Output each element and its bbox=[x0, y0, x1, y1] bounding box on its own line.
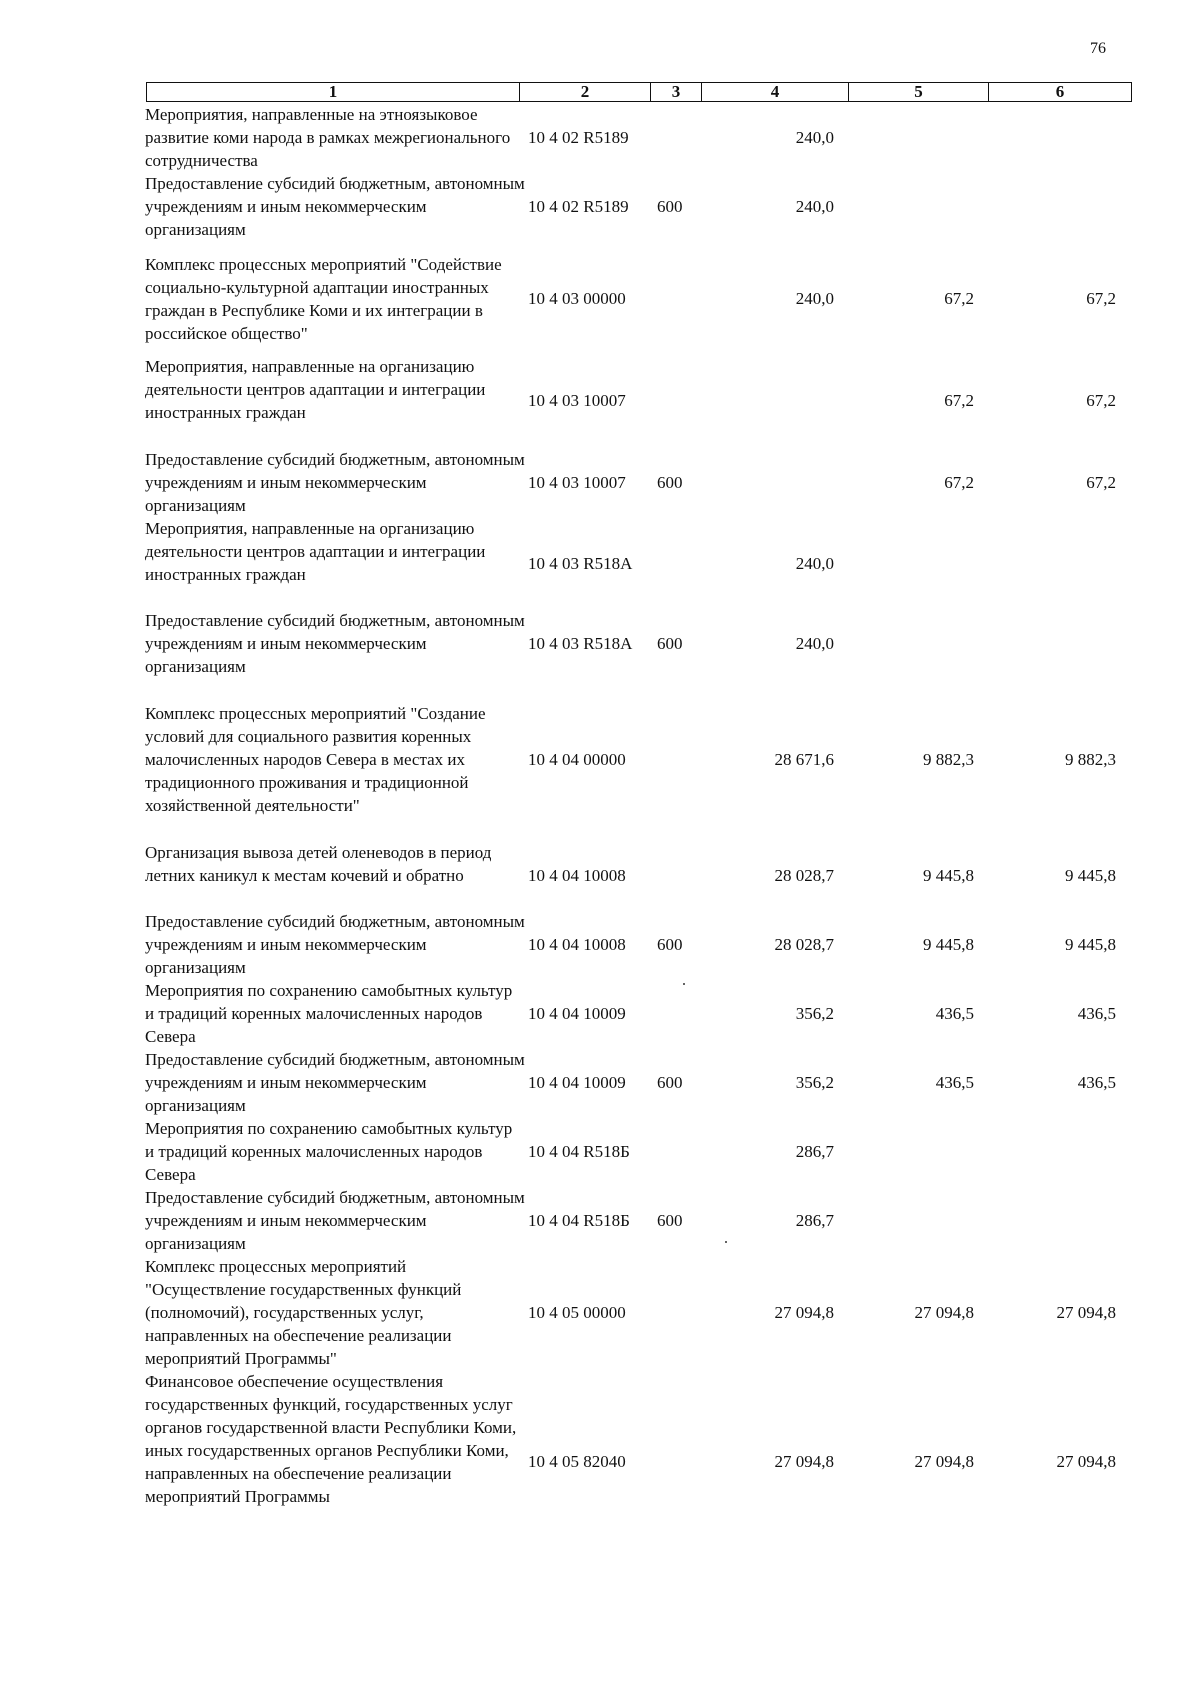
row-name: Предоставление субсидий бюджетным, автономным учреждениям и иным некоммерческим организациям bbox=[145, 1188, 525, 1253]
row-name: Предоставление субсидий бюджетным, автономным учреждениям и иным некоммерческим организациям bbox=[145, 611, 525, 676]
row-value-4: 286,7 bbox=[795, 1142, 834, 1161]
row-value-4: 240,0 bbox=[795, 197, 834, 216]
row-name: Предоставление субсидий бюджетным, автономным учреждениям и иным некоммерческим организациям bbox=[145, 1050, 525, 1115]
row-name: Предоставление субсидий бюджетным, автономным учреждениям и иным некоммерческим организациям bbox=[145, 174, 525, 239]
row-value-6: 67,2 bbox=[1086, 391, 1116, 410]
row-name: Предоставление субсидий бюджетным, автономным учреждениям и иным некоммерческим организациям bbox=[145, 450, 525, 515]
row-value-4: 240,0 bbox=[795, 128, 834, 147]
row-code: 10 4 03 10007 bbox=[528, 391, 626, 410]
row-value-6: 67,2 bbox=[1086, 473, 1116, 492]
row-value-6: 27 094,8 bbox=[1056, 1452, 1116, 1471]
row-value-4: 27 094,8 bbox=[774, 1452, 834, 1471]
column-header-5: 5 bbox=[849, 83, 989, 102]
column-header-6: 6 bbox=[989, 83, 1132, 102]
row-name: Мероприятия по сохранению самобытных культур и традиций коренных малочисленных народов Севера bbox=[145, 981, 513, 1046]
row-value-6: 436,5 bbox=[1077, 1004, 1116, 1023]
row-value-4: 28 028,7 bbox=[774, 935, 834, 954]
row-code: 10 4 02 R5189 bbox=[528, 197, 629, 216]
scan-speck bbox=[725, 1241, 727, 1243]
row-value-4: 27 094,8 bbox=[774, 1303, 834, 1322]
scan-speck bbox=[683, 983, 685, 985]
row-value-5: 27 094,8 bbox=[914, 1303, 974, 1322]
row-value-5: 9 882,3 bbox=[923, 750, 974, 769]
row-type: 600 bbox=[657, 473, 683, 492]
row-name: Мероприятия по сохранению самобытных культур и традиций коренных малочисленных народов Севера bbox=[145, 1119, 513, 1184]
row-code: 10 4 04 00000 bbox=[528, 750, 626, 769]
row-name: Мероприятия, направленные на организацию деятельности центров адаптации и интеграции иностранных граждан bbox=[145, 357, 486, 422]
row-value-4: 356,2 bbox=[795, 1073, 834, 1092]
row-type: 600 bbox=[657, 197, 683, 216]
row-code: 10 4 04 10008 bbox=[528, 866, 626, 885]
row-value-5: 67,2 bbox=[944, 391, 974, 410]
row-value-5: 9 445,8 bbox=[923, 866, 974, 885]
row-value-6: 9 445,8 bbox=[1065, 866, 1116, 885]
row-name: Предоставление субсидий бюджетным, автономным учреждениям и иным некоммерческим организациям bbox=[145, 912, 525, 977]
row-type: 600 bbox=[657, 935, 683, 954]
column-header-3: 3 bbox=[651, 83, 702, 102]
row-name: Финансовое обеспечение осуществления государственных функций, государственных услуг органов государственной власти Республики Коми, иных государственных органов Республики Коми, направленных на обеспечение реализации мероприятий Программы bbox=[145, 1372, 517, 1506]
column-header-4: 4 bbox=[702, 83, 849, 102]
row-value-5: 67,2 bbox=[944, 473, 974, 492]
row-value-6: 436,5 bbox=[1077, 1073, 1116, 1092]
row-name: Комплекс процессных мероприятий "Осуществление государственных функций (полномочий), государственных услуг, направленных на обеспечение реализации мероприятий Программы" bbox=[145, 1257, 462, 1368]
row-name: Мероприятия, направленные на организацию деятельности центров адаптации и интеграции иностранных граждан bbox=[145, 519, 486, 584]
row-value-5: 436,5 bbox=[935, 1004, 974, 1023]
row-type: 600 bbox=[657, 1073, 683, 1092]
row-name: Комплекс процессных мероприятий "Содействие социально-культурной адаптации иностранных граждан в Республике Коми и их интеграции в российское общество" bbox=[145, 255, 502, 343]
row-value-5: 67,2 bbox=[944, 289, 974, 308]
row-name: Комплекс процессных мероприятий "Создание условий для социального развития коренных малочисленных народов Севера в местах их традиционного проживания и традиционной хозяйственной деятельности" bbox=[145, 704, 486, 815]
page-number: 76 bbox=[1090, 40, 1106, 57]
row-code: 10 4 05 82040 bbox=[528, 1452, 626, 1471]
row-code: 10 4 03 00000 bbox=[528, 289, 626, 308]
row-value-4: 240,0 bbox=[795, 554, 834, 573]
row-code: 10 4 04 10009 bbox=[528, 1004, 626, 1023]
row-value-6: 9 882,3 bbox=[1065, 750, 1116, 769]
row-code: 10 4 03 R518А bbox=[528, 634, 633, 653]
row-value-4: 28 028,7 bbox=[774, 866, 834, 885]
row-value-4: 286,7 bbox=[795, 1211, 834, 1230]
row-value-5: 436,5 bbox=[935, 1073, 974, 1092]
row-value-6: 27 094,8 bbox=[1056, 1303, 1116, 1322]
row-value-5: 27 094,8 bbox=[914, 1452, 974, 1471]
column-header-2: 2 bbox=[520, 83, 651, 102]
row-code: 10 4 03 10007 bbox=[528, 473, 626, 492]
row-code: 10 4 04 R518Б bbox=[528, 1142, 630, 1161]
row-value-6: 67,2 bbox=[1086, 289, 1116, 308]
row-type: 600 bbox=[657, 634, 683, 653]
row-code: 10 4 04 10009 bbox=[528, 1073, 626, 1092]
row-code: 10 4 05 00000 bbox=[528, 1303, 626, 1322]
row-code: 10 4 02 R5189 bbox=[528, 128, 629, 147]
row-type: 600 bbox=[657, 1211, 683, 1230]
column-header-1: 1 bbox=[147, 83, 520, 102]
row-value-4: 28 671,6 bbox=[774, 750, 834, 769]
row-code: 10 4 04 R518Б bbox=[528, 1211, 630, 1230]
row-name: Организация вывоза детей оленеводов в период летних каникул к местам кочевий и обратно bbox=[145, 843, 492, 885]
row-code: 10 4 04 10008 bbox=[528, 935, 626, 954]
row-value-4: 356,2 bbox=[795, 1004, 834, 1023]
row-code: 10 4 03 R518А bbox=[528, 554, 633, 573]
row-value-5: 9 445,8 bbox=[923, 935, 974, 954]
row-value-6: 9 445,8 bbox=[1065, 935, 1116, 954]
row-value-4: 240,0 bbox=[795, 289, 834, 308]
row-name: Мероприятия, направленные на этноязыковое развитие коми народа в рамках межрегионального сотрудничества bbox=[145, 105, 511, 170]
row-value-4: 240,0 bbox=[795, 634, 834, 653]
